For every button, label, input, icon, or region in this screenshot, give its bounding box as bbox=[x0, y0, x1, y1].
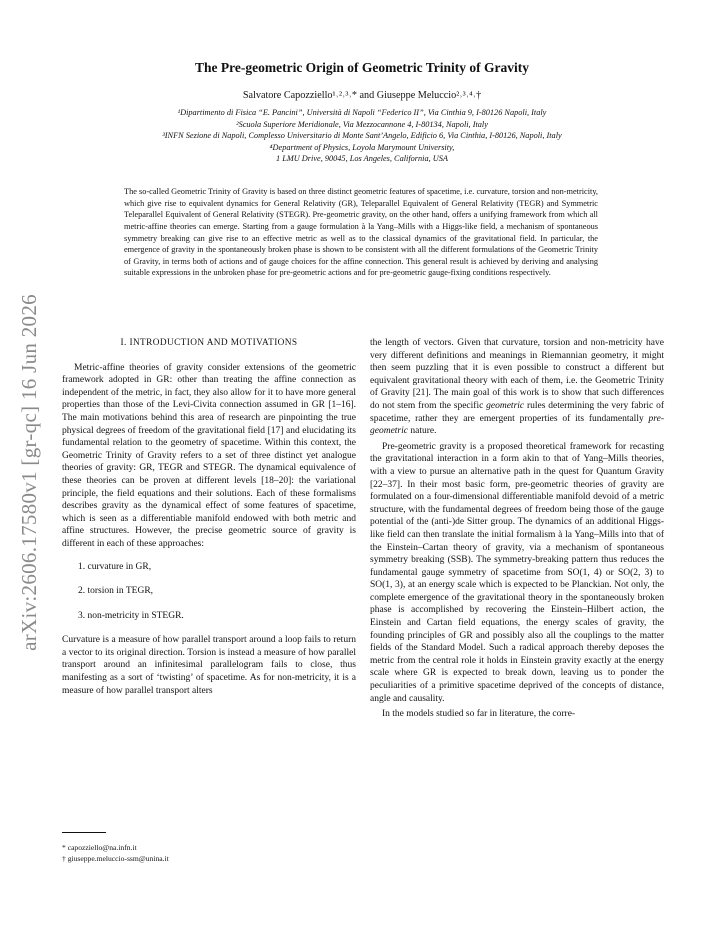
left-column bbox=[62, 337, 356, 697]
footnote-email-2: † giuseppe.meluccio-ssm@unina.it bbox=[62, 854, 169, 863]
right-paragraph-2: Pre-geometric gravity is a proposed theoretical framework for recasting the gravitational interaction in a form akin to that of Yang–Mills theories, with a view to pursue an alternative path in the quest for Quantum Gravity [22–37]. In their most basic form, pre-geometric theories of gravity are formulated on a four-dimensional differentiable manifold devoid of a metric structure, with the fundamental degrees of freedom being those of the gauge potential of the (anti-)de Sitter group. The dynamics of an additional Higgs-like field can then translate the initial formalism à la Yang–Mills into that of the Einstein–Cartan theory of gravity, via a mechanism of spontaneous symmetry breaking (SSB). The symmetry-breaking pattern thus reduces the fundamental gauge symmetry of spacetime from SO(1, 4) or SO(2, 3) to SO(1, 3), at an energy scale which is expected to be Planckian. Not only, the complete emergence of the gravitational theory in the spontaneously broken phase is accomplished by recovering the Einstein–Hilbert action, the Einstein and Cartan field equations, the energy scales of gravity, the founding principles of GR and possibly also all the couplings to the matter fields of the Standard Model. Such a radical approach thereby deposes the metric from the central role it holds in Einstein gravity exactly at the energy scale where GR is expected to break down, leaving us to ponder the peculiarities of a primitive spacetime deprived of the concepts of distance, angle and causality. bbox=[370, 441, 664, 704]
author-line: Salvatore Capozziello¹˒²˒³˒* and Giuseppe Meluccio²˒³˒⁴˒† bbox=[242, 90, 482, 101]
affiliation-1: ¹Dipartimento di Fisica “E. Pancini”, Università di Napoli “Federico II”, Via Cinthia 9, I-80126 Napoli, Italy bbox=[177, 108, 547, 117]
intro-paragraph-2: Curvature is a measure of how parallel transport around a loop fails to return a vector to its original direction. Torsion is instead a measure of how parallel transport around an infinitesimal parallelogram fails to close, thus manifesting as a sort of ‘twisting’ of spacetime. As for non-metricity, it is a measure of how parallel transport alters bbox=[62, 635, 356, 696]
text-run: the length of vectors. Given that curvature, torsion and non-metricity have very different definitions and meanings in Riemannian geometry, it might then seem puzzling that it is even possible to construct a different but equivalent gravitational theory with each of them, i.e. the Geometric Trinity of Gravity [21]. The main goal of this work is to show that such differences do not stem from the specific bbox=[370, 338, 664, 411]
footnote-email-1: * capozziello@na.infn.it bbox=[62, 843, 137, 852]
list-item: 1. curvature in GR, bbox=[78, 561, 152, 572]
section-heading: I. INTRODUCTION AND MOTIVATIONS bbox=[120, 338, 298, 348]
affiliations bbox=[60, 107, 664, 165]
text-run: nature. bbox=[408, 426, 437, 437]
footnotes bbox=[62, 842, 169, 864]
affiliation-2: ²Scuola Superiore Meridionale, Via Mezzocannone 4, I-80134, Napoli, Italy bbox=[236, 119, 488, 129]
affiliation-3: ³INFN Sezione di Napoli, Complesso Universitario di Monte Sant’Angelo, Edificio 6, Via Cinthia, I-80126, Napoli, Italy bbox=[162, 131, 562, 140]
intro-paragraph-1: Metric-affine theories of gravity consider extensions of the geometric framework adopted in GR: other than treating the affine connection as independent of the metric, in fact, they also allow for it to have more general properties than those of the Levi-Civita connection assumed in GR [1–16]. The main motivations behind this area of research are pinpointing the true physical degrees of freedom of the gravitational field [17] and elucidating its fundamental relation to the geometry of spacetime. Within this context, the Geometric Trinity of Gravity refers to a set of three distinct yet analogue theories of gravity: GR, TEGR and STEGR. The dynamical equivalence of these theories can be proven at different levels [18–20]: the variational principle, the field equations and their solutions. Each of these formalisms describes gravity as the dynamical effect of some features of spacetime, which is seen as a differentiable manifold endowed with both metric and affine structures. However, the precise geometric source of gravity is different in each of these approaches: bbox=[62, 362, 356, 549]
text-run: rules determining the very fabric of spacetime, rather they are emergent properties of its fundamentally bbox=[370, 400, 664, 424]
list-item: 3. non-metricity in STEGR. bbox=[78, 610, 184, 621]
emphasis-pre-geometric: pre-geometric bbox=[370, 413, 664, 437]
emphasis-geometric: geometric bbox=[486, 400, 525, 411]
affiliation-4: ⁴Department of Physics, Loyola Marymount University, bbox=[269, 142, 455, 152]
footnote-rule bbox=[62, 832, 106, 833]
arxiv-margin-stamp bbox=[14, 262, 44, 682]
right-paragraph-3: In the models studied so far in literature, the corre- bbox=[382, 709, 576, 720]
abstract: The so-called Geometric Trinity of Gravity is based on three distinct geometric features of spacetime, i.e. curvature, torsion and non-metricity, which give rise to equivalent dynamics for General Relativity (GR), Teleparallel Equivalent of General Relativity (TEGR) and Symmetric Teleparallel Equivalent of General Relativity (STEGR). Pre-geometric gravity, on the other hand, offers a unifying framework from which all metric-affine theories can emerge. Starting from a gauge formulation à la Yang–Mills with a Higgs-like field, a mechanism of spontaneous symmetry breaking can give rise to an effective metric as well as to the classical dynamics of the gravitational field. In particular, the emergence of gravity in the spontaneously broken phase is shown to be consistent with all the different formulations of the Geometric Trinity of Gravity, in terms both of actions and of gauge choices for the affine connection. This general result is achieved by deriving and analysing suitable expressions in the unbroken phase for pre-geometric actions and for pre-geometric gauge-fixing conditions respectively. bbox=[124, 187, 598, 278]
right-paragraph-1 bbox=[370, 337, 664, 438]
paper-title: The Pre-geometric Origin of Geometric Trinity of Gravity bbox=[194, 60, 530, 75]
arxiv-identifier: arXiv:2606.17580v1 [gr-qc] 16 Jun 2026 bbox=[16, 293, 41, 651]
affiliation-4-address: 1 LMU Drive, 90045, Los Angeles, California, USA bbox=[275, 154, 448, 163]
list-item: 2. torsion in TEGR, bbox=[78, 586, 154, 597]
geometry-list bbox=[62, 561, 356, 623]
right-column bbox=[370, 337, 664, 721]
